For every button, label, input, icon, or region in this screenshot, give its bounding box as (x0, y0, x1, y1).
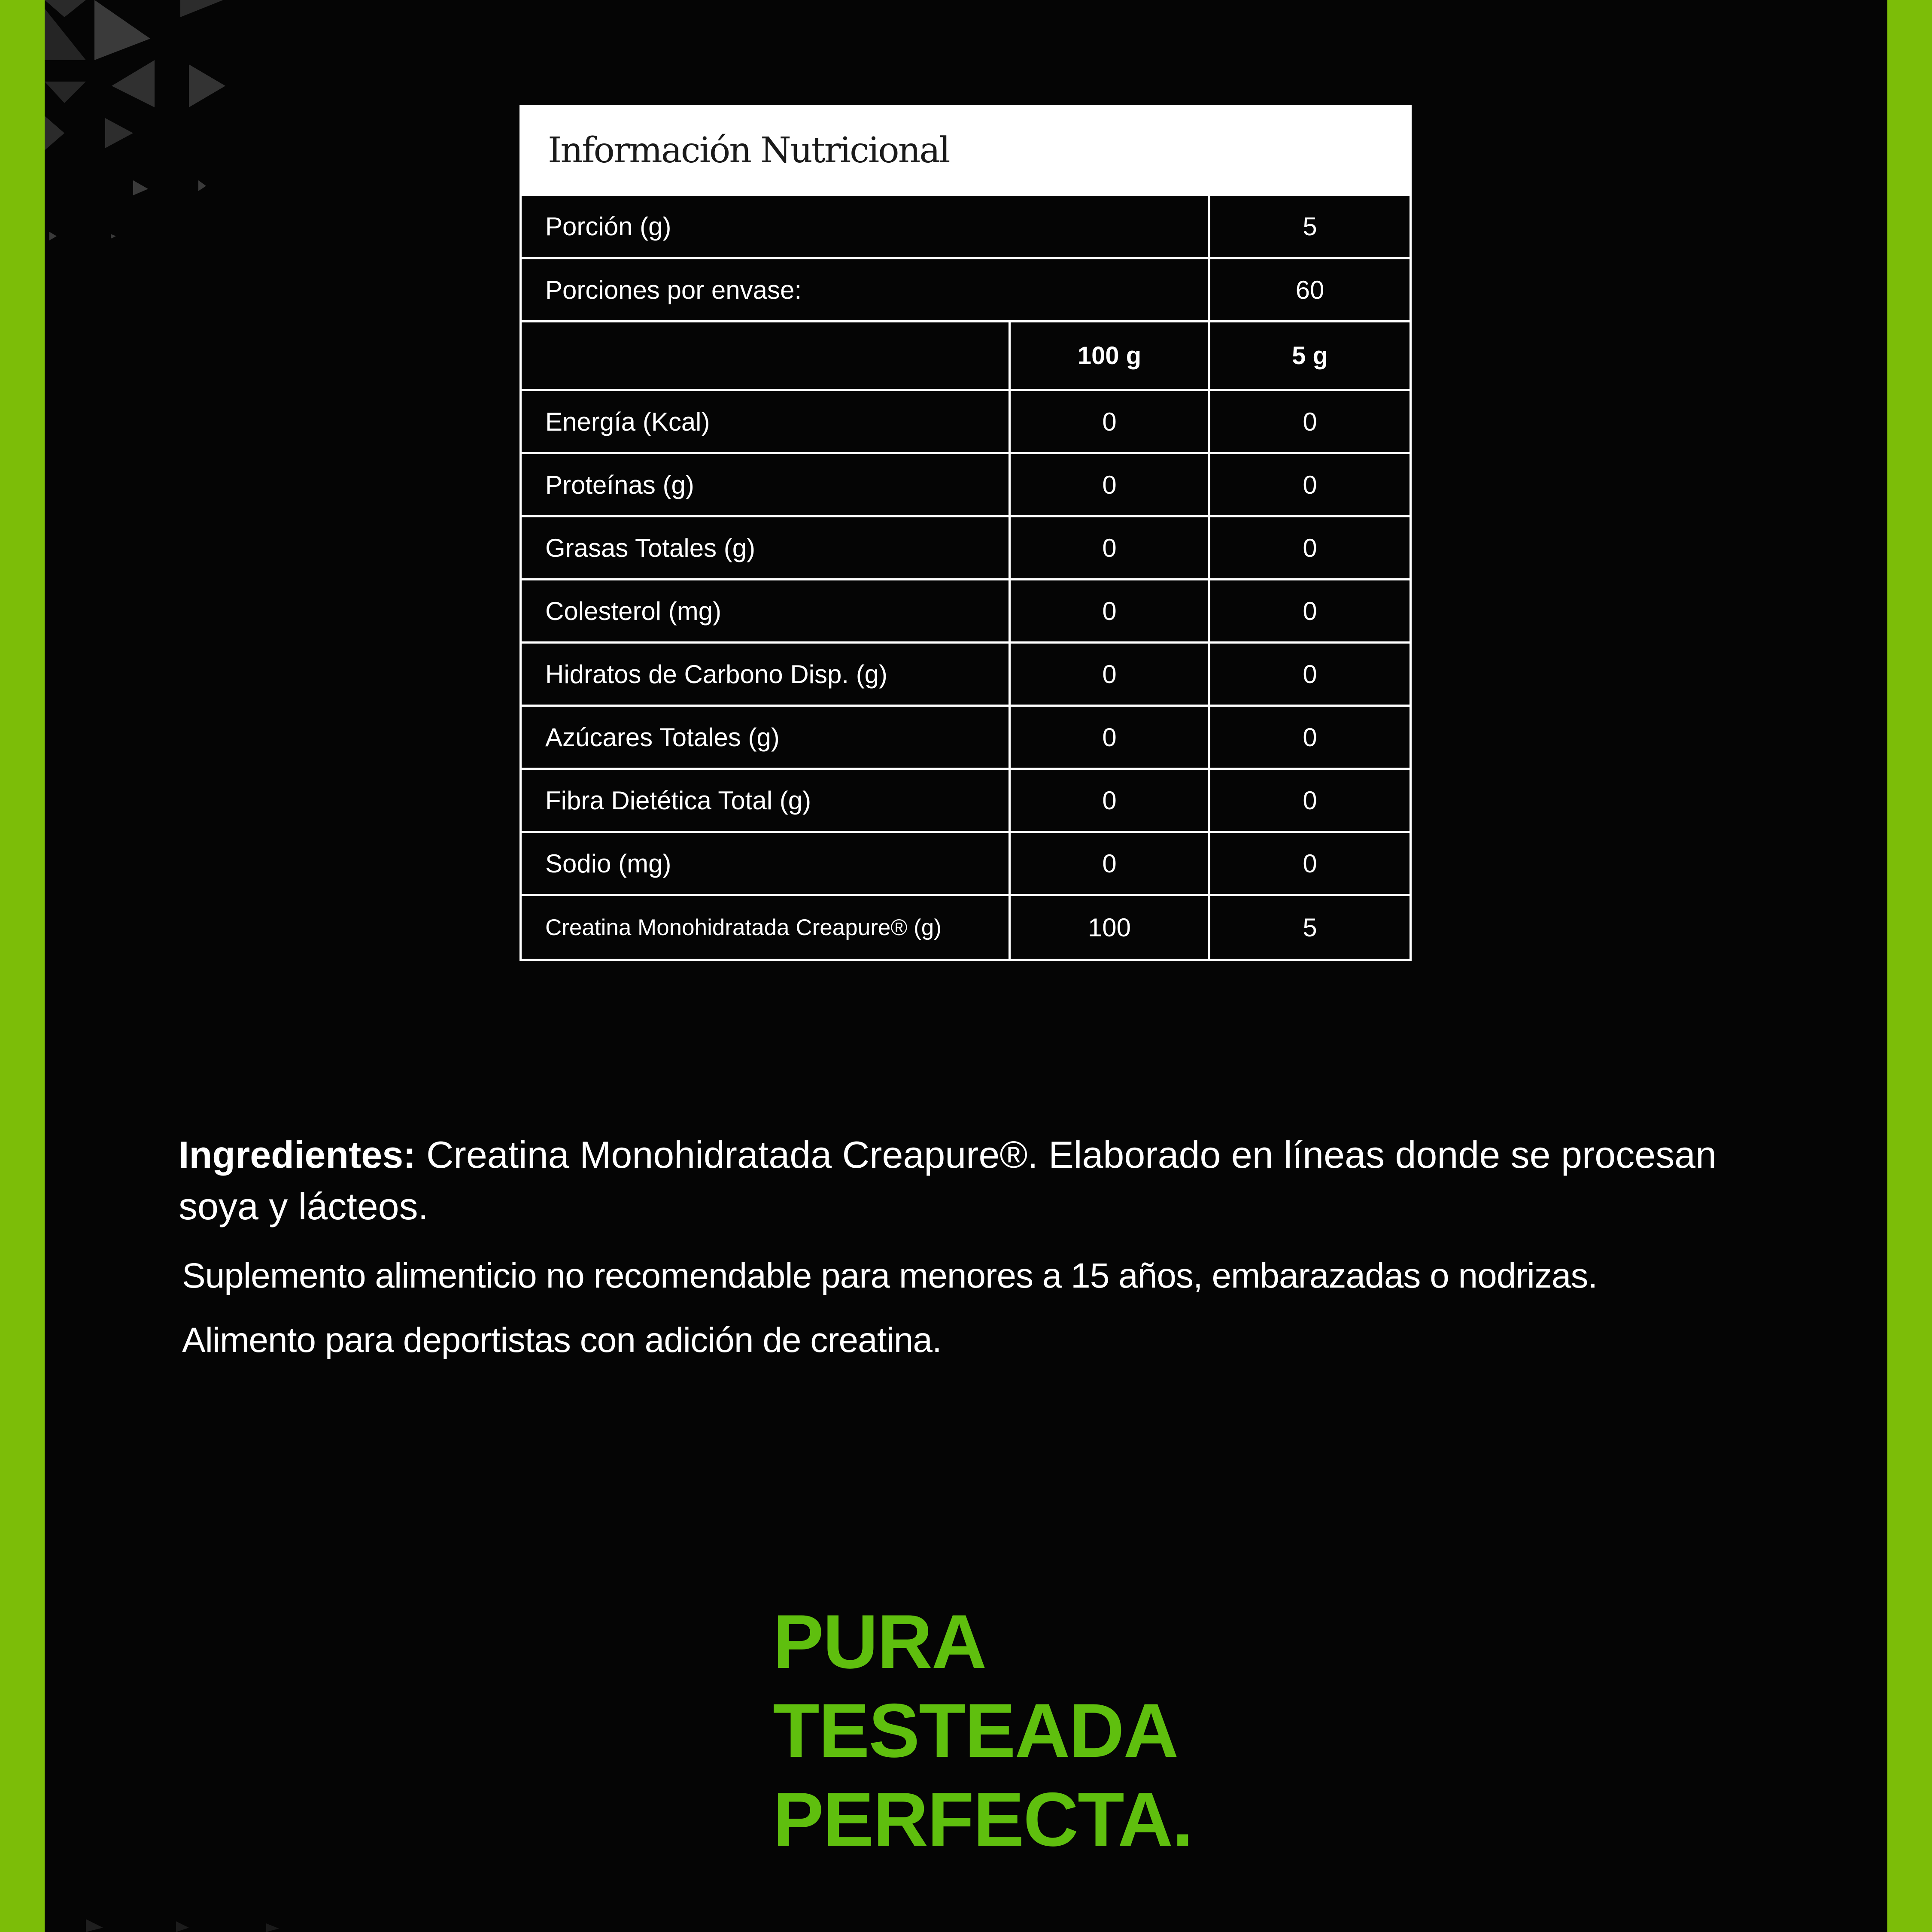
nutrient-value-portion: 0 (1303, 659, 1317, 689)
slogan-line-perfecta: PERFECTA. (773, 1777, 1193, 1862)
servings-value: 60 (1295, 275, 1324, 304)
nutrient-label: Colesterol (mg) (545, 596, 722, 626)
nutrient-label: Azúcares Totales (g) (545, 723, 780, 752)
nutrient-value-100g: 0 (1009, 454, 1210, 515)
right-accent-bar (1887, 0, 1932, 1932)
column-header-100g: 100 g (1009, 322, 1210, 389)
nutrient-label: Grasas Totales (g) (545, 533, 756, 562)
nutrient-value-100g: 0 (1009, 517, 1210, 578)
table-row (522, 894, 1410, 959)
nutrient-value-100g: 0 (1009, 707, 1210, 768)
nutrient-value-portion: 0 (1303, 849, 1317, 878)
nutrient-label: Energía (Kcal) (545, 407, 710, 436)
triangle-pattern-decoration (0, 0, 240, 249)
nutrient-value-100g: 0 (1009, 391, 1210, 452)
table-row (522, 641, 1410, 705)
table-row (522, 768, 1410, 831)
portion-row (522, 196, 1410, 257)
left-accent-bar (0, 0, 45, 1932)
nutrition-grid (519, 196, 1412, 961)
table-row (522, 515, 1410, 578)
nutrient-value-portion: 0 (1303, 596, 1317, 626)
nutrition-title: Información Nutricional (548, 130, 949, 171)
nutrient-label: Hidratos de Carbono Disp. (g) (545, 659, 888, 689)
nutrient-value-portion: 0 (1303, 407, 1317, 436)
table-row (522, 831, 1410, 894)
nutrient-value-portion: 5 (1303, 913, 1317, 942)
nutrient-label: Fibra Dietética Total (g) (545, 786, 811, 815)
nutrition-table-header (519, 105, 1412, 196)
slogan-line-testeada: TESTEADA (773, 1688, 1178, 1773)
nutrition-facts-table (519, 105, 1412, 961)
nutrient-label: Sodio (mg) (545, 849, 671, 878)
column-header-5g: 5 g (1292, 342, 1328, 370)
athlete-food-note: Alimento para deportistas con adición de creatina. (182, 1321, 942, 1360)
slogan (773, 1597, 1193, 1864)
table-row (522, 578, 1410, 641)
nutrient-value-portion: 0 (1303, 470, 1317, 499)
table-row (522, 705, 1410, 768)
nutrient-value-portion: 0 (1303, 533, 1317, 562)
nutrient-value-100g: 0 (1009, 770, 1210, 831)
nutrient-value-portion: 0 (1303, 723, 1317, 752)
nutrient-value-100g: 0 (1009, 580, 1210, 641)
nutrient-value-100g: 0 (1009, 833, 1210, 894)
table-row (522, 452, 1410, 515)
nutrient-label: Creatina Monohidratada Creapure® (g) (545, 914, 942, 940)
ingredients-text: Creatina Monohidratada Creapure®. Elaborado en líneas donde se procesan soya y lácteos. (179, 1133, 1717, 1227)
supplement-disclaimer: Suplemento alimenticio no recomendable para menores a 15 años, embarazadas o nodrizas. (182, 1256, 1598, 1295)
column-header-empty (522, 322, 1009, 389)
ingredients-paragraph (179, 1129, 1776, 1232)
bottom-triangle-decoration (64, 1906, 408, 1932)
nutrient-label: Proteínas (g) (545, 470, 694, 499)
slogan-line-pura: PURA (773, 1599, 986, 1684)
nutrient-value-100g: 0 (1009, 644, 1210, 705)
servings-row (522, 257, 1410, 320)
ingredients-label: Ingredientes: (179, 1133, 416, 1176)
portion-label: Porción (g) (522, 196, 1210, 257)
nutrient-value-portion: 0 (1303, 786, 1317, 815)
servings-label: Porciones por envase: (522, 259, 1210, 320)
column-header-row (522, 320, 1410, 389)
portion-value: 5 (1303, 212, 1317, 241)
table-row (522, 389, 1410, 452)
nutrient-value-100g: 100 (1009, 896, 1210, 959)
